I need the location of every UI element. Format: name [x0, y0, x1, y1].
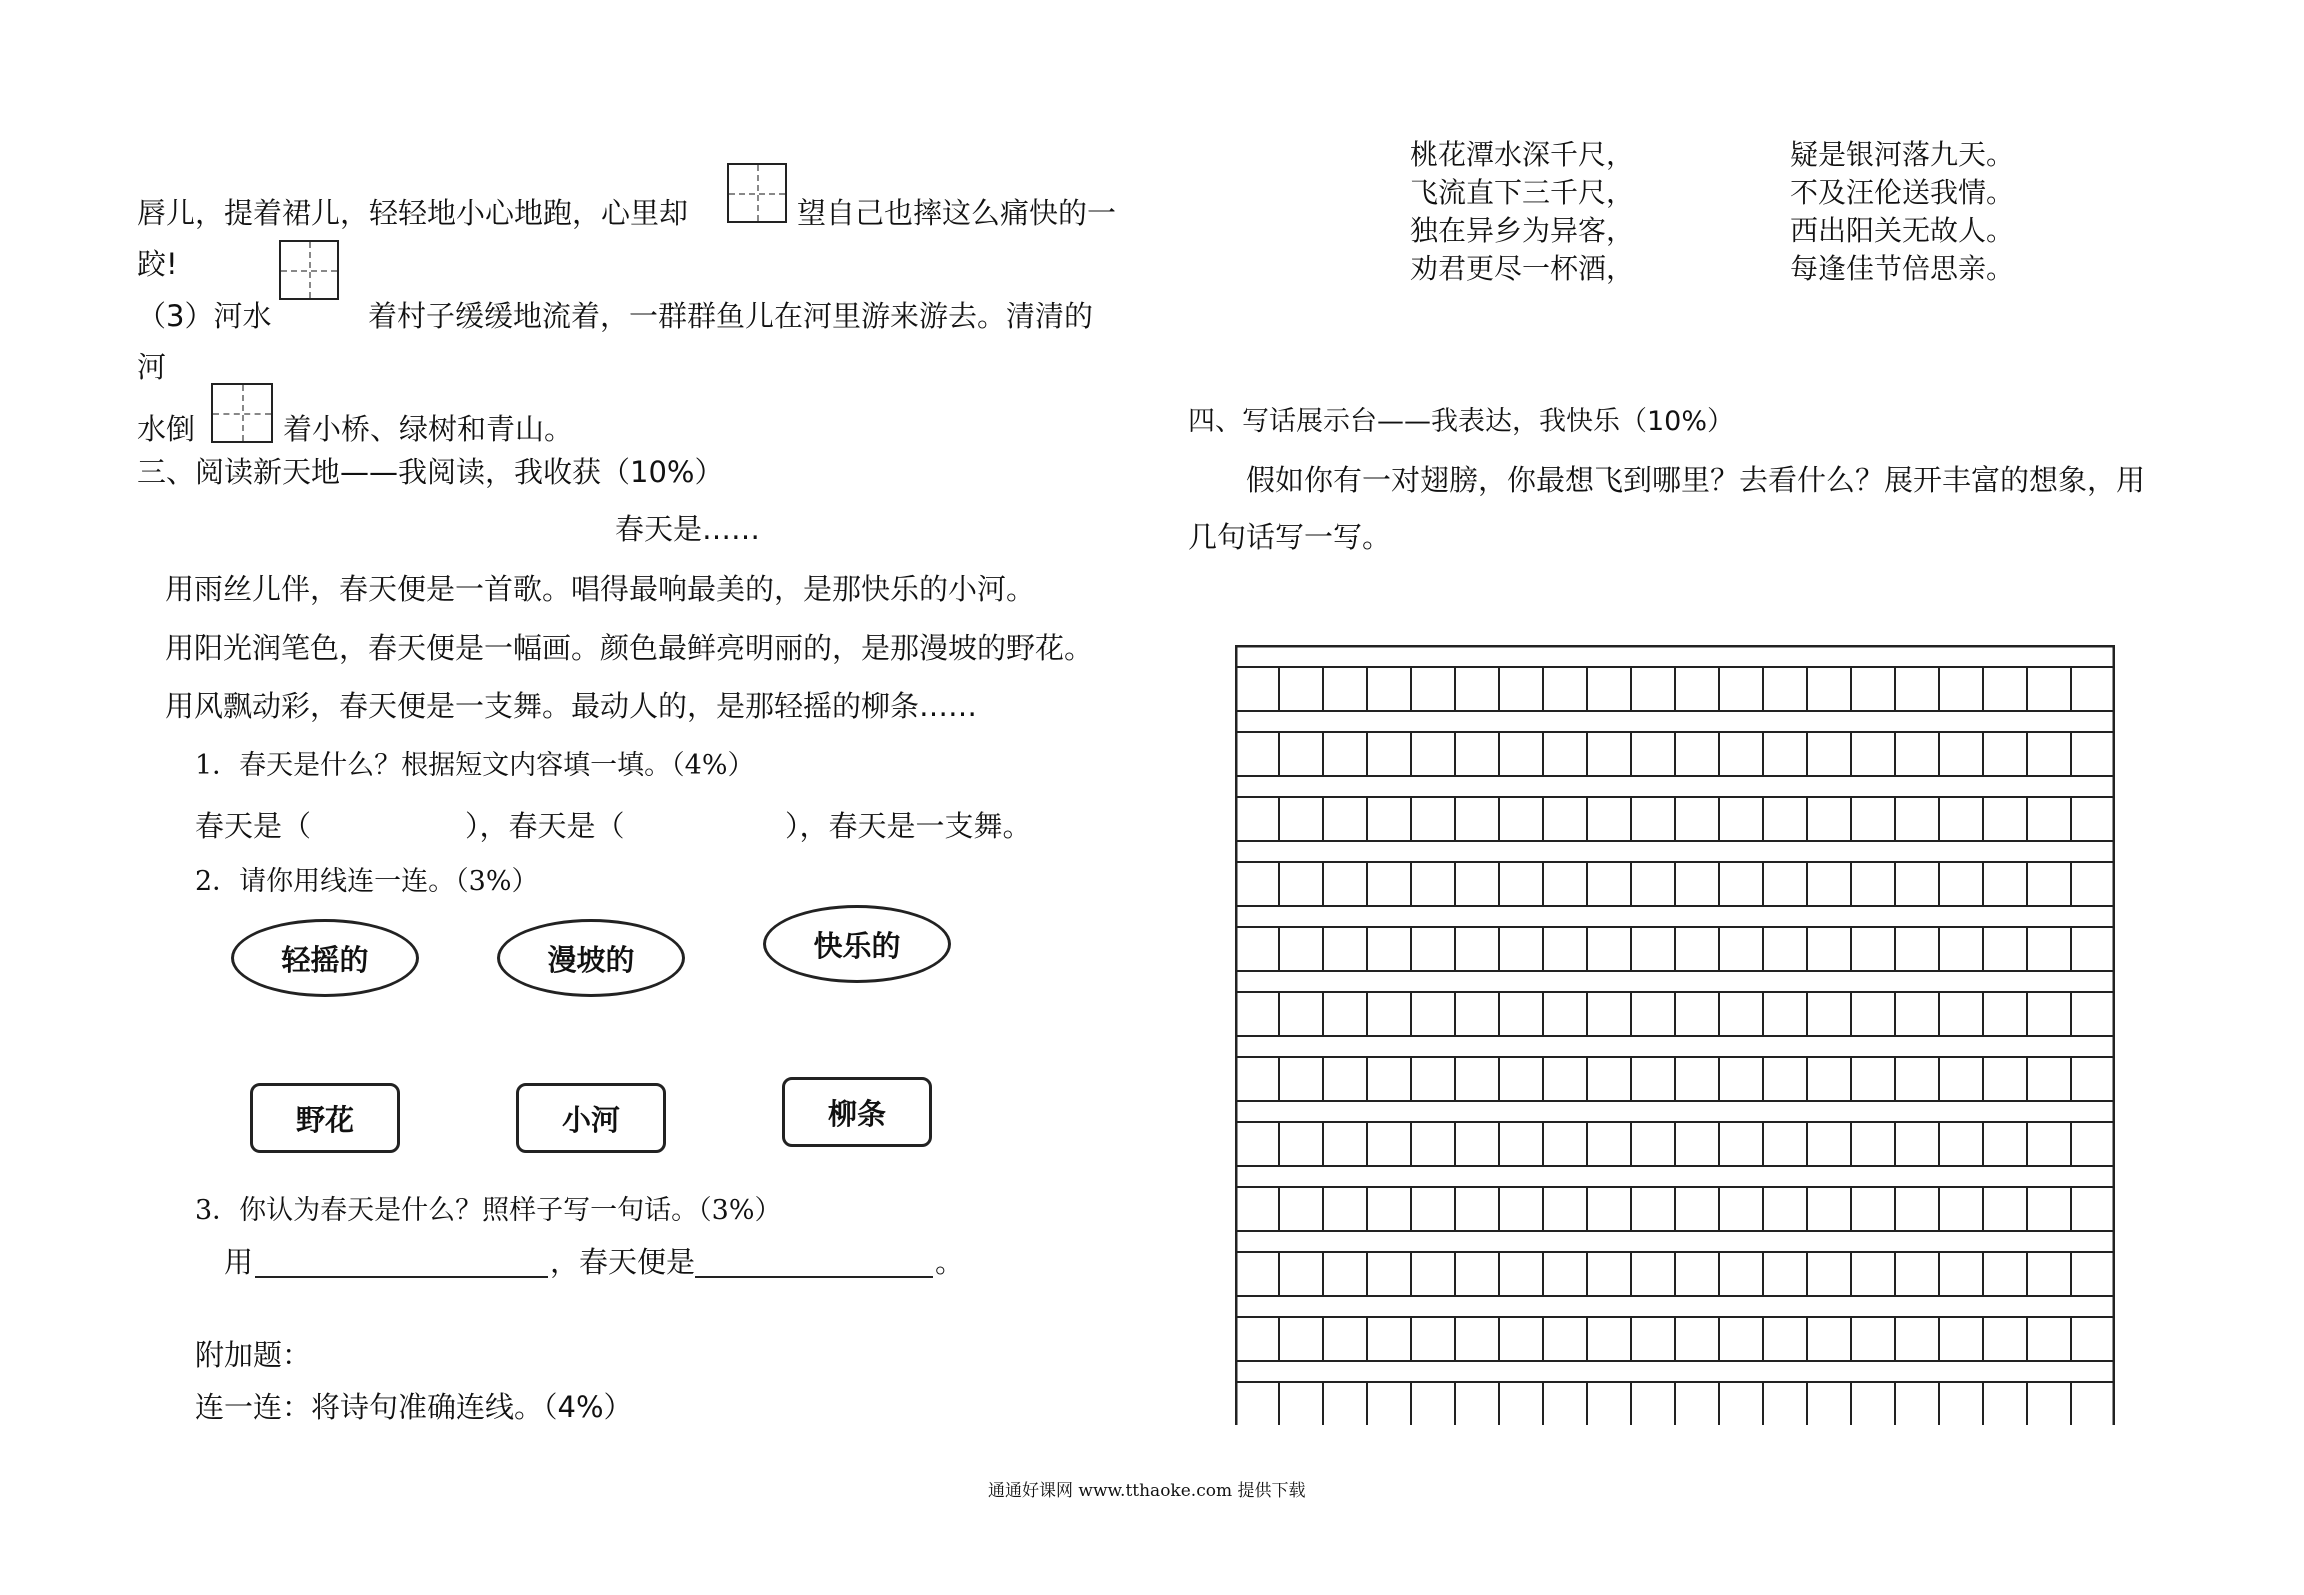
passage-line: 用雨丝儿伴，春天便是一首歌。唱得最响最美的，是那快乐的小河。: [165, 572, 1036, 606]
char-box[interactable]: [279, 240, 339, 300]
poem-line-left[interactable]: 桃花潭水深千尺，: [1410, 138, 1635, 171]
poem-line-left[interactable]: 独在异乡为异客，: [1410, 214, 1635, 247]
blank-line[interactable]: [255, 1276, 548, 1278]
poem-line-right[interactable]: 每逢佳节倍思亲。: [1790, 252, 2015, 285]
poem-line-right[interactable]: 疑是银河落九天。: [1790, 138, 2015, 171]
fill-text: ），春天是（: [465, 809, 625, 843]
question: 2．请你用线连一连。（3%）: [195, 866, 539, 897]
char-box[interactable]: [211, 383, 273, 443]
fill-text: ），春天是一支舞。: [785, 809, 1032, 843]
passage-line: 用阳光润笔色，春天便是一幅画。颜色最鲜亮明丽的，是那漫坡的野花。: [165, 631, 1094, 665]
oval-label[interactable]: 轻摇的: [231, 919, 419, 997]
oval-label[interactable]: 快乐的: [763, 905, 951, 983]
fill-text: 。: [935, 1245, 965, 1279]
poem-line-left[interactable]: 劝君更尽一杯酒，: [1410, 252, 1635, 285]
prompt-line: 假如你有一对翅膀，你最想飞到哪里？去看什么？展开丰富的想象，用: [1246, 463, 2146, 497]
text-line: 着小桥、绿树和青山。: [283, 412, 574, 446]
poem-line-right[interactable]: 西出阳关无故人。: [1790, 214, 2015, 247]
text-line: 唇儿，提着裙儿，轻轻地小心地跑，心里却: [137, 196, 689, 230]
blank-line[interactable]: [695, 1276, 933, 1278]
fill-text: ，春天便是: [550, 1245, 696, 1279]
box-label[interactable]: 野花: [250, 1083, 400, 1153]
char-box[interactable]: [727, 163, 787, 223]
blank[interactable]: [330, 809, 460, 843]
poem-row: [1410, 138, 2030, 176]
box-label[interactable]: 柳条: [782, 1077, 932, 1147]
text-line: 河: [137, 350, 167, 384]
text-line: 着村子缓缓地流着，一群群鱼儿在河里游来游去。清清的: [368, 299, 1094, 333]
text-line: 跤!: [137, 247, 178, 281]
question: 3．你认为春天是什么？照样子写一句话。（3%）: [195, 1195, 782, 1226]
text-line: 水倒: [137, 412, 196, 446]
prompt-line: 几句话写一写。: [1188, 520, 1392, 554]
fill-text: 用: [224, 1245, 254, 1279]
poem-row: [1410, 214, 2030, 252]
oval-label[interactable]: 漫坡的: [497, 919, 685, 997]
passage-line: 用风飘动彩，春天便是一支舞。最动人的，是那轻摇的柳条……: [165, 689, 978, 723]
fill-text: 春天是（: [195, 809, 312, 843]
passage-title: 春天是……: [615, 512, 761, 546]
poem-row: [1410, 176, 2030, 214]
bonus-title: 附加题：: [195, 1338, 312, 1372]
bonus-question: 连一连：将诗句准确连线。（4%）: [195, 1390, 633, 1424]
blank[interactable]: [650, 809, 780, 843]
section-title: 四、写话展示台——我表达，我快乐（10%）: [1188, 406, 1735, 437]
question: 1．春天是什么？根据短文内容填一填。（4%）: [195, 750, 755, 781]
writing-grid[interactable]: [1235, 645, 2115, 1425]
poem-line-right[interactable]: 不及汪伦送我情。: [1790, 176, 2015, 209]
box-label[interactable]: 小河: [516, 1083, 666, 1153]
footer-text: 通通好课网 www.tthaoke.com 提供下载: [988, 1481, 1306, 1501]
section-title: 三、阅读新天地——我阅读，我收获（10%）: [137, 455, 724, 489]
poem-row: [1410, 252, 2030, 290]
text-line: （3）河水: [137, 299, 272, 333]
text-line: 望自己也摔这么痛快的一: [797, 196, 1117, 230]
poem-line-left[interactable]: 飞流直下三千尺，: [1410, 176, 1635, 209]
